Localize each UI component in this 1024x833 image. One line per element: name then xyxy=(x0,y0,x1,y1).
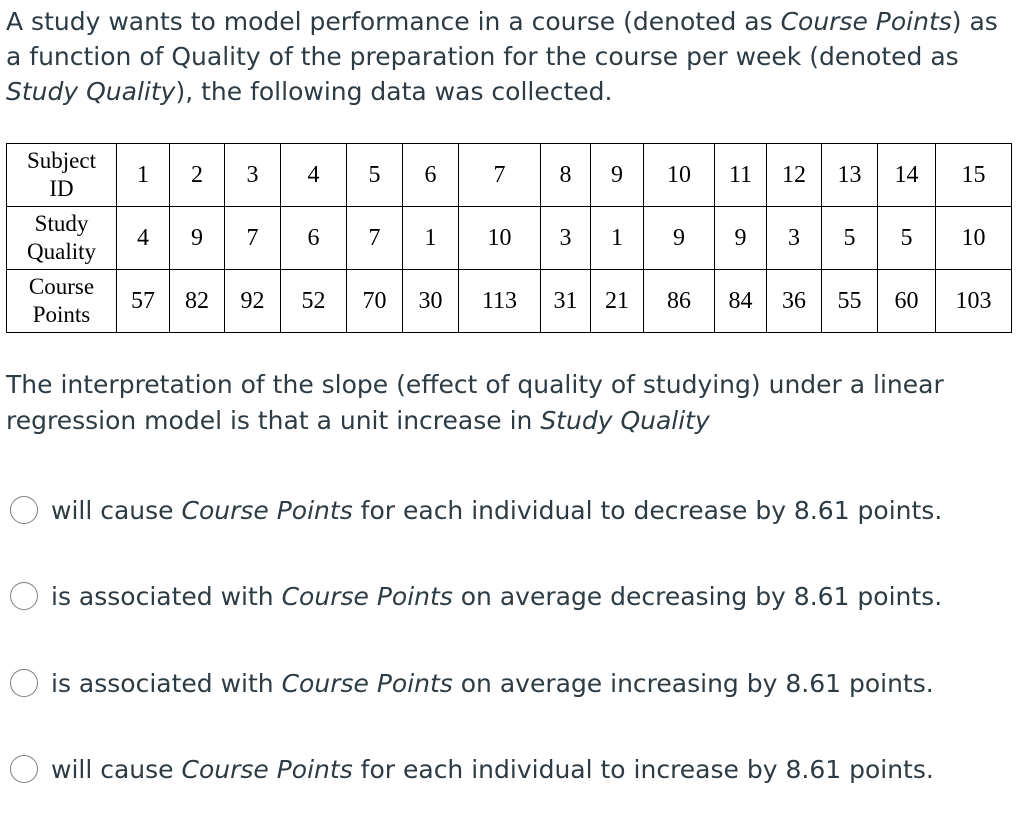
cell-course-points: 31 xyxy=(541,270,591,333)
cell-subject-id: 2 xyxy=(170,144,225,207)
cell-course-points: 55 xyxy=(822,270,878,333)
cell-study-quality: 7 xyxy=(347,207,403,270)
cell-subject-id: 13 xyxy=(822,144,878,207)
cell-subject-id: 4 xyxy=(281,144,347,207)
intro-term-course-points: Course Points xyxy=(780,7,952,36)
option-text-after: for each individual to decrease by 8.61 points. xyxy=(352,495,943,525)
option-text-before: is associated with xyxy=(51,581,282,611)
cell-study-quality: 6 xyxy=(281,207,347,270)
cell-study-quality: 10 xyxy=(936,207,1012,270)
cell-subject-id: 6 xyxy=(403,144,459,207)
row-header-line: Subject xyxy=(27,148,96,173)
radio-button[interactable] xyxy=(10,669,38,697)
cell-study-quality: 1 xyxy=(403,207,459,270)
question-text: The interpretation of the slope (effect of quality of studying) under a linear regression model is that a unit increase in xyxy=(6,370,944,435)
row-header-course-points xyxy=(7,270,117,333)
data-table xyxy=(6,143,1012,333)
option-term: Course Points xyxy=(181,754,353,784)
answer-option-text xyxy=(51,582,942,611)
answer-option-1[interactable] xyxy=(10,493,942,527)
cell-subject-id: 8 xyxy=(541,144,591,207)
cell-study-quality: 9 xyxy=(715,207,767,270)
cell-course-points: 52 xyxy=(281,270,347,333)
answer-option-text xyxy=(51,669,934,698)
cell-course-points: 36 xyxy=(767,270,822,333)
row-header-line: ID xyxy=(49,176,74,201)
radio-button[interactable] xyxy=(10,582,38,610)
cell-study-quality: 5 xyxy=(878,207,936,270)
question-stem xyxy=(6,367,1006,439)
row-header-line: Study xyxy=(34,211,89,236)
answer-option-3[interactable] xyxy=(10,666,934,700)
radio-button[interactable] xyxy=(10,496,38,524)
option-text-before: will cause xyxy=(51,754,182,784)
option-text-after: on average increasing by 8.61 points. xyxy=(452,668,934,698)
cell-course-points: 30 xyxy=(403,270,459,333)
cell-subject-id: 9 xyxy=(591,144,644,207)
question-term-study-quality: Study Quality xyxy=(540,406,710,435)
table-row-subject-id xyxy=(7,144,1012,207)
cell-study-quality: 5 xyxy=(822,207,878,270)
cell-subject-id: 12 xyxy=(767,144,822,207)
option-text-before: will cause xyxy=(51,495,182,525)
cell-subject-id: 3 xyxy=(225,144,281,207)
cell-study-quality: 3 xyxy=(767,207,822,270)
option-term: Course Points xyxy=(281,581,453,611)
cell-study-quality: 10 xyxy=(459,207,541,270)
cell-course-points: 113 xyxy=(459,270,541,333)
answer-option-2[interactable] xyxy=(10,579,942,613)
cell-subject-id: 14 xyxy=(878,144,936,207)
cell-subject-id: 11 xyxy=(715,144,767,207)
cell-course-points: 82 xyxy=(170,270,225,333)
cell-subject-id: 10 xyxy=(644,144,715,207)
cell-subject-id: 1 xyxy=(117,144,170,207)
cell-study-quality: 9 xyxy=(644,207,715,270)
answer-option-text xyxy=(51,755,934,784)
cell-study-quality: 1 xyxy=(591,207,644,270)
row-header-study-quality xyxy=(7,207,117,270)
table-row-course-points xyxy=(7,270,1012,333)
cell-course-points: 60 xyxy=(878,270,936,333)
question-intro xyxy=(6,4,1006,109)
row-header-line: Course xyxy=(28,274,95,299)
row-header-subject-id xyxy=(7,144,117,207)
cell-course-points: 84 xyxy=(715,270,767,333)
cell-study-quality: 9 xyxy=(170,207,225,270)
cell-study-quality: 7 xyxy=(225,207,281,270)
cell-course-points: 21 xyxy=(591,270,644,333)
cell-subject-id: 5 xyxy=(347,144,403,207)
cell-subject-id: 15 xyxy=(936,144,1012,207)
cell-study-quality: 4 xyxy=(117,207,170,270)
option-term: Course Points xyxy=(181,495,353,525)
intro-term-study-quality: Study Quality xyxy=(6,77,176,106)
table-row-study-quality xyxy=(7,207,1012,270)
answer-option-4[interactable] xyxy=(10,752,934,786)
radio-button[interactable] xyxy=(10,755,38,783)
cell-course-points: 92 xyxy=(225,270,281,333)
cell-subject-id: 7 xyxy=(459,144,541,207)
row-header-line: Quality xyxy=(27,239,96,264)
option-text-before: is associated with xyxy=(51,668,282,698)
cell-course-points: 57 xyxy=(117,270,170,333)
option-text-after: on average decreasing by 8.61 points. xyxy=(452,581,943,611)
row-header-line: Points xyxy=(32,302,91,327)
option-term: Course Points xyxy=(281,668,453,698)
answer-option-text xyxy=(51,496,942,525)
cell-study-quality: 3 xyxy=(541,207,591,270)
cell-course-points: 70 xyxy=(347,270,403,333)
intro-text-3: ), the following data was collected. xyxy=(175,77,613,106)
cell-course-points: 103 xyxy=(936,270,1012,333)
intro-text-1: A study wants to model performance in a course (denoted as xyxy=(6,7,781,36)
intro-text-2: ) as a function of Quality of the preparation for the course per week (denoted as xyxy=(6,7,998,71)
cell-course-points: 86 xyxy=(644,270,715,333)
option-text-after: for each individual to increase by 8.61 points. xyxy=(352,754,934,784)
